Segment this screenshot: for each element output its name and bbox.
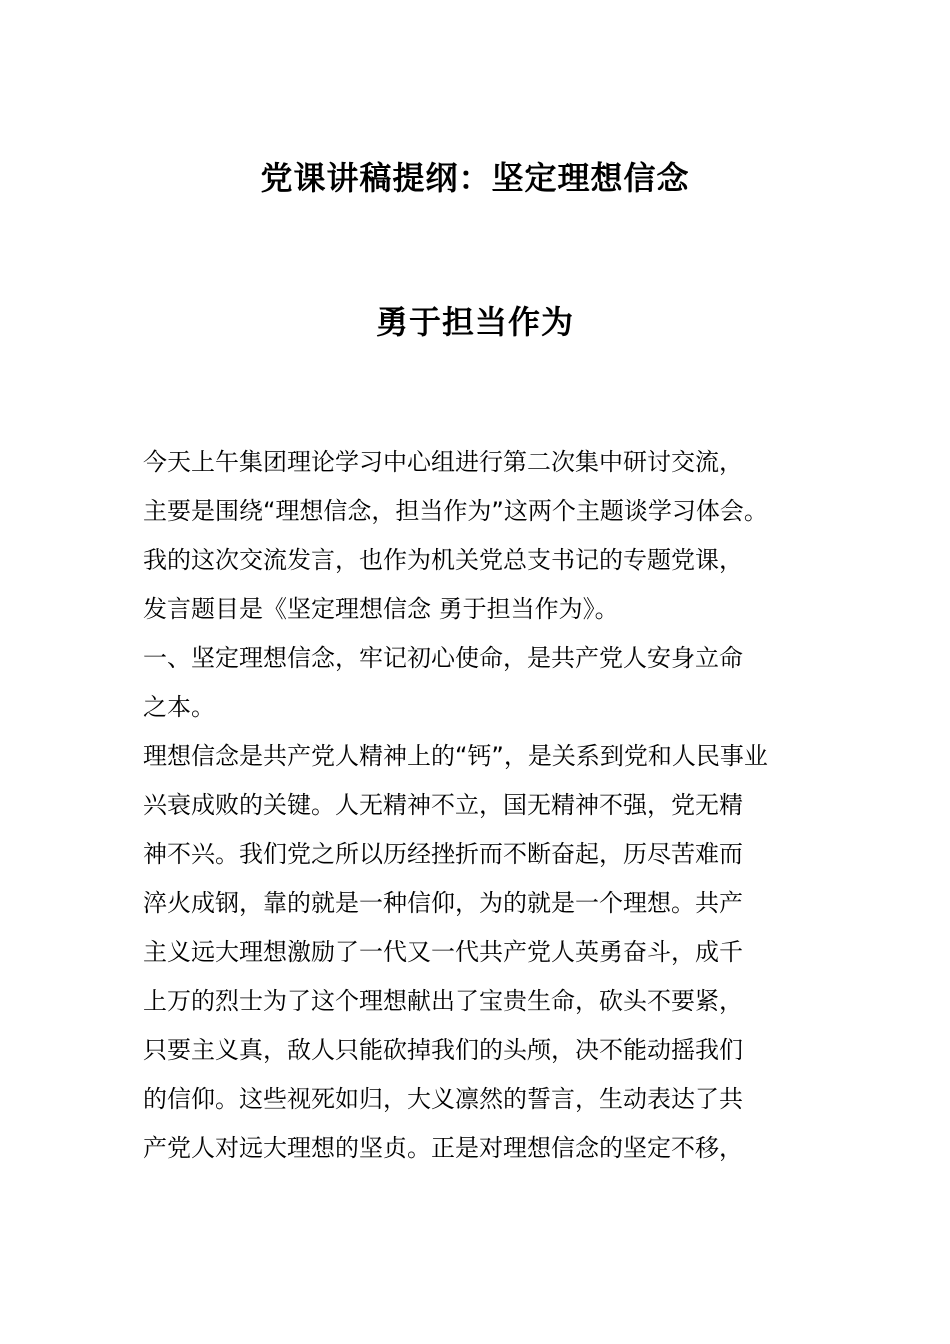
document-title-line-2: 勇于担当作为 [375, 303, 574, 341]
body-line: 淬火成钢，靠的就是一种信仰，为的就是一个理想。共产 [143, 889, 743, 917]
body-line: 产党人对远大理想的坚贞。正是对理想信念的坚定不移， [143, 1134, 743, 1162]
section-heading-line: 一、坚定理想信念，牢记初心使命，是共产党人安身立命 [143, 644, 743, 672]
body-line: 的信仰。这些视死如归，大义凛然的誓言，生动表达了共 [143, 1085, 743, 1113]
body-line: 神不兴。我们党之所以历经挫折而不断奋起，历尽苦难而 [143, 840, 743, 868]
body-line: 主要是围绕“理想信念，担当作为”这两个主题谈学习体会。 [143, 497, 768, 525]
body-line: 上万的烈士为了这个理想献出了宝贵生命，砍头不要紧， [143, 987, 743, 1015]
body-line: 我的这次交流发言，也作为机关党总支书记的专题党课， [143, 546, 743, 574]
body-line: 发言题目是《坚定理想信念 勇于担当作为》。 [143, 595, 619, 623]
body-line: 只要主义真，敌人只能砍掉我们的头颅，决不能动摇我们 [143, 1036, 743, 1064]
section-heading-line: 之本。 [143, 693, 215, 721]
body-line: 兴衰成败的关键。人无精神不立，国无精神不强，党无精 [143, 791, 743, 819]
document-body [143, 438, 813, 1173]
document-title-line-1: 党课讲稿提纲：坚定理想信念 [260, 159, 690, 197]
body-line: 理想信念是共产党人精神上的“钙”，是关系到党和人民事业 [143, 742, 768, 770]
body-line: 今天上午集团理论学习中心组进行第二次集中研讨交流， [143, 448, 743, 476]
body-line: 主义远大理想激励了一代又一代共产党人英勇奋斗，成千 [143, 938, 743, 966]
